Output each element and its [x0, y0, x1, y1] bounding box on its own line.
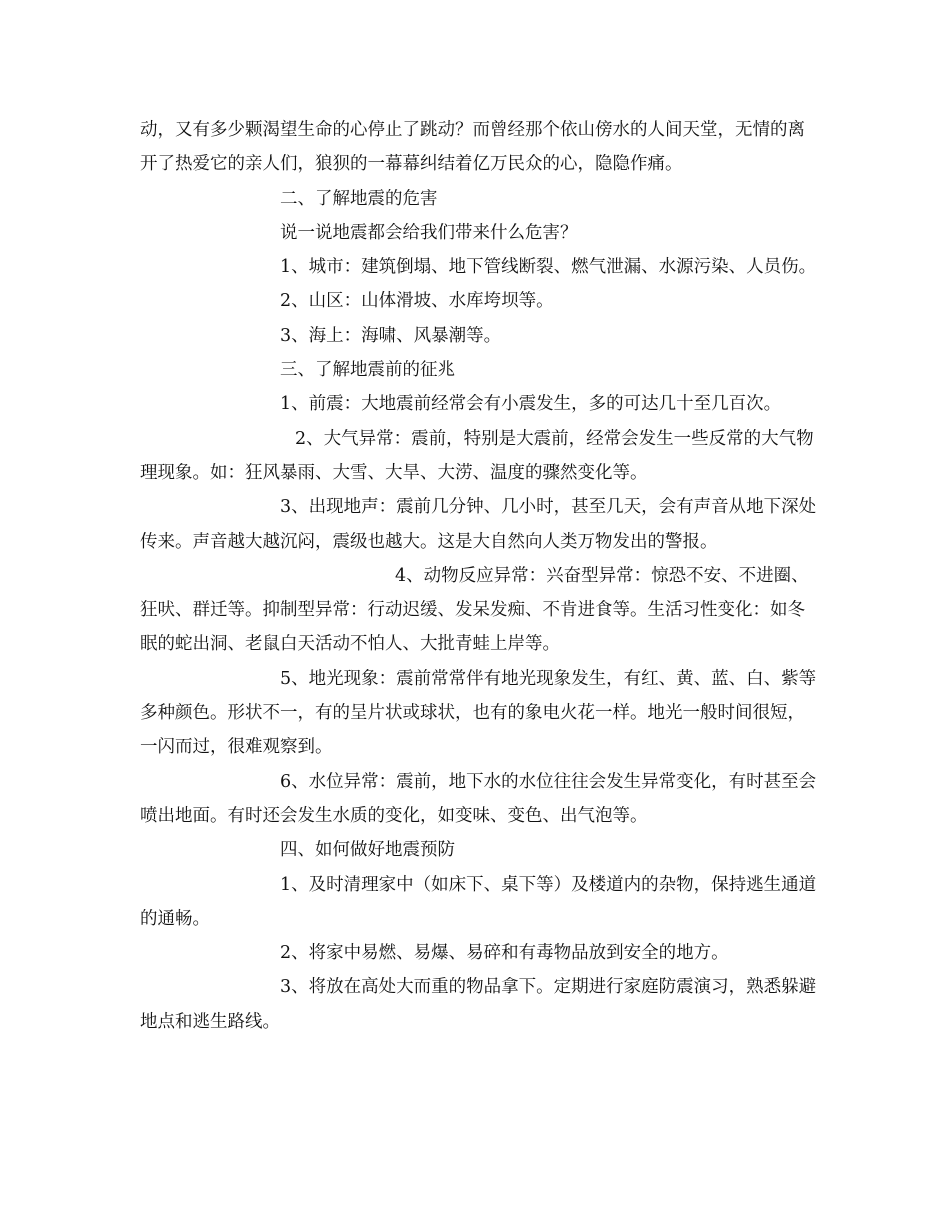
list-item-animal-behavior: 4、动物反应异常：兴奋型异常：惊恐不安、不进圈、狂吠、群迁等。抑制型异常：行动迟缓、发呆发痴、不肯进食等。生活习性变化：如冬眠的蛇出洞、老鼠白天活动不怕人、大批青蛙上岸等。	[140, 565, 809, 655]
section-heading-earthquake-hazards: 二、了解地震的危害	[280, 188, 438, 209]
list-item-sea: 3、海上：海啸、风暴潮等。	[280, 325, 502, 346]
list-item-clear-clutter: 1、及时清理家中（如床下、桌下等）及楼道内的杂物，保持逃生通道的通畅。	[140, 874, 817, 929]
list-item-store-hazardous: 2、将家中易燃、易爆、易碎和有毒物品放到安全的地方。	[280, 943, 729, 964]
list-item-water-level: 6、水位异常：震前，地下水的水位往往会发生异常变化，有时甚至会喷出地面。有时还会发生水质的变化，如变味、变色、出气泡等。	[140, 771, 817, 826]
list-item-foreshock: 1、前震：大地震前经常会有小震发生，多的可达几十至几百次。	[280, 394, 782, 415]
list-item-mountain: 2、山区：山体滑坡、水库垮坝等。	[280, 291, 554, 312]
list-item-city: 1、城市：建筑倒塌、地下管线断裂、燃气泄漏、水源污染、人员伤。	[280, 257, 817, 278]
list-item-drills: 3、将放在高处大而重的物品拿下。定期进行家庭防震演习，熟悉躲避地点和逃生路线。	[140, 977, 817, 1032]
list-item-ground-sound: 3、出现地声：震前几分钟、几小时，甚至几天，会有声音从地下深处传来。声音越大越沉闷，震级也越大。这是大自然向人类万物发出的警报。	[140, 497, 817, 552]
section-heading-earthquake-signs: 三、了解地震前的征兆	[280, 360, 455, 381]
list-item-earthquake-light: 5、地光现象：震前常常伴有地光现象发生，有红、黄、蓝、白、紫等多种颜色。形状不一，有的呈片状或球状，也有的象电火花一样。地光一般时间很短，一闪而过，很难观察到。	[140, 668, 817, 758]
paragraph-intro-continuation: 动，又有多少颗渴望生命的心停止了跳动？而曾经那个依山傍水的人间天堂，无情的离开了热爱它的亲人们，狼狈的一幕幕纠结着亿万民众的心，隐隐作痛。	[140, 120, 805, 175]
paragraph-hazards-question: 说一说地震都会给我们带来什么危害？	[280, 222, 578, 243]
document-body	[140, 113, 820, 1039]
list-item-atmosphere: 2、大气异常：震前，特别是大震前，经常会发生一些反常的大气物理现象。如：狂风暴雨、大雪、大旱、大涝、温度的骤然变化等。	[140, 428, 814, 483]
section-heading-earthquake-prevention: 四、如何做好地震预防	[280, 840, 455, 861]
